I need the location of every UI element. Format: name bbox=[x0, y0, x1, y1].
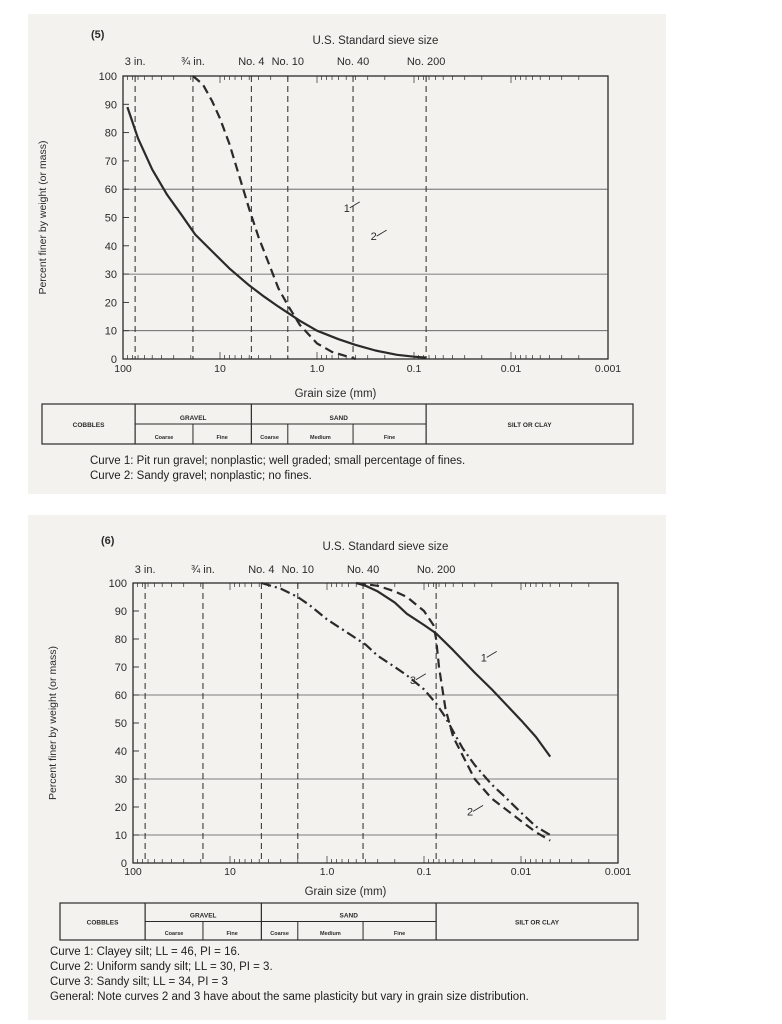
chart-6-x-tick-label: 0.01 bbox=[510, 866, 532, 878]
chart-6-svg bbox=[28, 515, 666, 945]
chart-5-class-sand: SAND bbox=[329, 415, 348, 422]
chart-6-series-3-line bbox=[261, 583, 550, 835]
chart-5-plot-frame bbox=[123, 76, 608, 359]
chart-6-class-sand: SAND bbox=[339, 912, 358, 920]
chart-6-y-tick-label: 80 bbox=[114, 634, 127, 646]
chart-5-x-tick-label: 0.01 bbox=[500, 363, 522, 375]
chart-6-series-3-label: 3 bbox=[409, 674, 416, 687]
chart-5-sieve-label: No. 4 bbox=[238, 56, 265, 68]
chart-5-x-tick-label: 1.0 bbox=[309, 363, 325, 375]
chart-6-series-2-leader bbox=[473, 805, 483, 811]
chart-5-x-tick-label: 0.001 bbox=[594, 363, 622, 375]
chart-6-y-axis-title: Percent finer by weight (or mass) bbox=[47, 645, 59, 801]
chart-6-class-sand-medium: Medium bbox=[320, 931, 341, 937]
chart-6-sieve-label: ¾ in. bbox=[191, 564, 215, 576]
chart-5-class-sand-coarse: Coarse bbox=[260, 435, 279, 441]
chart-panel-6 bbox=[28, 515, 666, 1020]
chart-5-caption-line: Curve 1: Pit run gravel; nonplastic; well graded; small percentage of fines. bbox=[90, 455, 466, 467]
chart-6-top-axis-title: U.S. Standard sieve size bbox=[322, 541, 449, 553]
chart-5-y-tick-label: 20 bbox=[104, 297, 117, 310]
chart-6-sieve-label: No. 4 bbox=[248, 564, 275, 576]
chart-5-y-axis-title: Percent finer by weight (or mass) bbox=[37, 140, 49, 295]
chart-6-sieve-label: 3 in. bbox=[134, 564, 156, 576]
chart-5-y-tick-label: 60 bbox=[104, 184, 117, 197]
chart-5-sieve-label: No. 10 bbox=[271, 56, 305, 68]
chart-5-series-1-line bbox=[127, 107, 426, 358]
chart-5-y-tick-label: 70 bbox=[104, 155, 117, 168]
chart-6-panel-label: (6) bbox=[101, 535, 115, 547]
chart-5-series-2-line bbox=[193, 76, 356, 359]
chart-5-sieve-label: 3 in. bbox=[124, 56, 146, 68]
chart-5-series-2-leader bbox=[377, 230, 387, 236]
chart-6-y-tick-label: 90 bbox=[114, 606, 127, 618]
chart-6-sieve-label: No. 40 bbox=[346, 564, 380, 576]
chart-5-svg bbox=[28, 14, 666, 454]
chart-6-caption bbox=[50, 945, 529, 1005]
chart-6-class-sand-coarse: Coarse bbox=[270, 931, 289, 937]
chart-6-series-2-line bbox=[356, 583, 550, 841]
chart-6-plot-frame bbox=[133, 583, 618, 863]
chart-5-y-tick-label: 10 bbox=[104, 325, 117, 338]
chart-6-y-tick-label: 20 bbox=[114, 802, 127, 814]
chart-6-y-tick-label: 70 bbox=[114, 662, 127, 674]
chart-5-y-tick-label: 50 bbox=[104, 212, 117, 225]
chart-5-x-tick-label: 0.1 bbox=[406, 363, 422, 375]
chart-6-x-tick-label: 100 bbox=[124, 866, 142, 878]
chart-5-top-axis-title: U.S. Standard sieve size bbox=[312, 35, 439, 47]
chart-5-class-sand-fine: Fine bbox=[383, 435, 396, 441]
chart-6-series-3-leader bbox=[416, 674, 426, 680]
chart-6-series-1-label: 1 bbox=[480, 652, 487, 665]
chart-5-y-tick-label: 0 bbox=[110, 354, 117, 366]
chart-6-series-1-leader bbox=[487, 651, 497, 657]
chart-5-class-cobbles: COBBLES bbox=[72, 422, 105, 429]
chart-6-y-tick-label: 100 bbox=[108, 578, 127, 590]
chart-6-y-tick-label: 10 bbox=[114, 830, 127, 842]
chart-6-series-2-label: 2 bbox=[467, 806, 474, 819]
chart-6-class-cobbles: COBBLES bbox=[86, 919, 119, 927]
chart-6-class-gravel: GRAVEL bbox=[189, 912, 217, 920]
chart-5-panel-label: (5) bbox=[91, 29, 105, 41]
chart-6-x-tick-label: 10 bbox=[224, 866, 236, 878]
chart-5-x-tick-label: 10 bbox=[214, 363, 226, 375]
chart-6-x-tick-label: 0.001 bbox=[604, 866, 632, 878]
chart-5-x-tick-label: 100 bbox=[114, 363, 132, 375]
chart-6-y-tick-label: 0 bbox=[120, 858, 127, 870]
chart-5-class-silt-clay: SILT OR CLAY bbox=[507, 422, 552, 429]
chart-5-class-gravel-coarse: Coarse bbox=[154, 435, 174, 441]
chart-6-x-tick-label: 1.0 bbox=[319, 866, 335, 878]
chart-6-y-tick-label: 40 bbox=[114, 746, 127, 758]
chart-6-caption-line: General: Note curves 2 and 3 have about the same plasticity but vary in grain size distribution. bbox=[50, 991, 529, 1003]
chart-6-class-silt-clay: SILT OR CLAY bbox=[515, 919, 560, 927]
chart-5-y-tick-label: 30 bbox=[104, 269, 117, 282]
chart-5-series-1-label: 1 bbox=[343, 202, 350, 215]
chart-5-caption-line: Curve 2: Sandy gravel; nonplastic; no fines. bbox=[90, 470, 312, 482]
chart-5-x-axis-title: Grain size (mm) bbox=[294, 388, 377, 400]
chart-5-sieve-label: ¾ in. bbox=[181, 56, 205, 68]
chart-5-y-tick-label: 100 bbox=[98, 71, 117, 83]
chart-5-y-tick-label: 40 bbox=[104, 240, 117, 253]
chart-6-x-axis-title: Grain size (mm) bbox=[304, 886, 387, 898]
chart-6-caption-line: Curve 1: Clayey silt; LL = 46, PI = 16. bbox=[50, 946, 241, 958]
chart-6-caption-line: Curve 2: Uniform sandy silt; LL = 30, PI = 3. bbox=[50, 961, 273, 973]
chart-5-sieve-label: No. 40 bbox=[336, 56, 370, 68]
chart-6-y-tick-label: 60 bbox=[114, 690, 127, 702]
chart-5-sieve-label: No. 200 bbox=[406, 56, 446, 68]
chart-panel-5 bbox=[28, 14, 666, 494]
chart-6-class-gravel-fine: Fine bbox=[226, 931, 238, 937]
chart-5-class-sand-medium: Medium bbox=[310, 435, 331, 441]
chart-5-caption bbox=[90, 454, 465, 484]
chart-5-y-tick-label: 90 bbox=[104, 99, 117, 112]
chart-6-sieve-label: No. 10 bbox=[281, 564, 315, 576]
chart-5-y-tick-label: 80 bbox=[104, 127, 117, 140]
chart-5-class-gravel: GRAVEL bbox=[179, 415, 207, 422]
chart-5-class-gravel-fine: Fine bbox=[216, 435, 228, 441]
chart-6-y-tick-label: 30 bbox=[114, 774, 127, 786]
chart-6-class-sand-fine: Fine bbox=[393, 931, 406, 937]
chart-6-y-tick-label: 50 bbox=[114, 718, 127, 730]
chart-6-sieve-label: No. 200 bbox=[416, 564, 456, 576]
chart-5-series-2-label: 2 bbox=[370, 231, 377, 244]
chart-6-class-gravel-coarse: Coarse bbox=[164, 931, 184, 937]
chart-6-x-tick-label: 0.1 bbox=[416, 866, 432, 878]
chart-6-caption-line: Curve 3: Sandy silt; LL = 34, PI = 3 bbox=[50, 976, 228, 988]
chart-5-series-1-leader bbox=[350, 202, 360, 208]
